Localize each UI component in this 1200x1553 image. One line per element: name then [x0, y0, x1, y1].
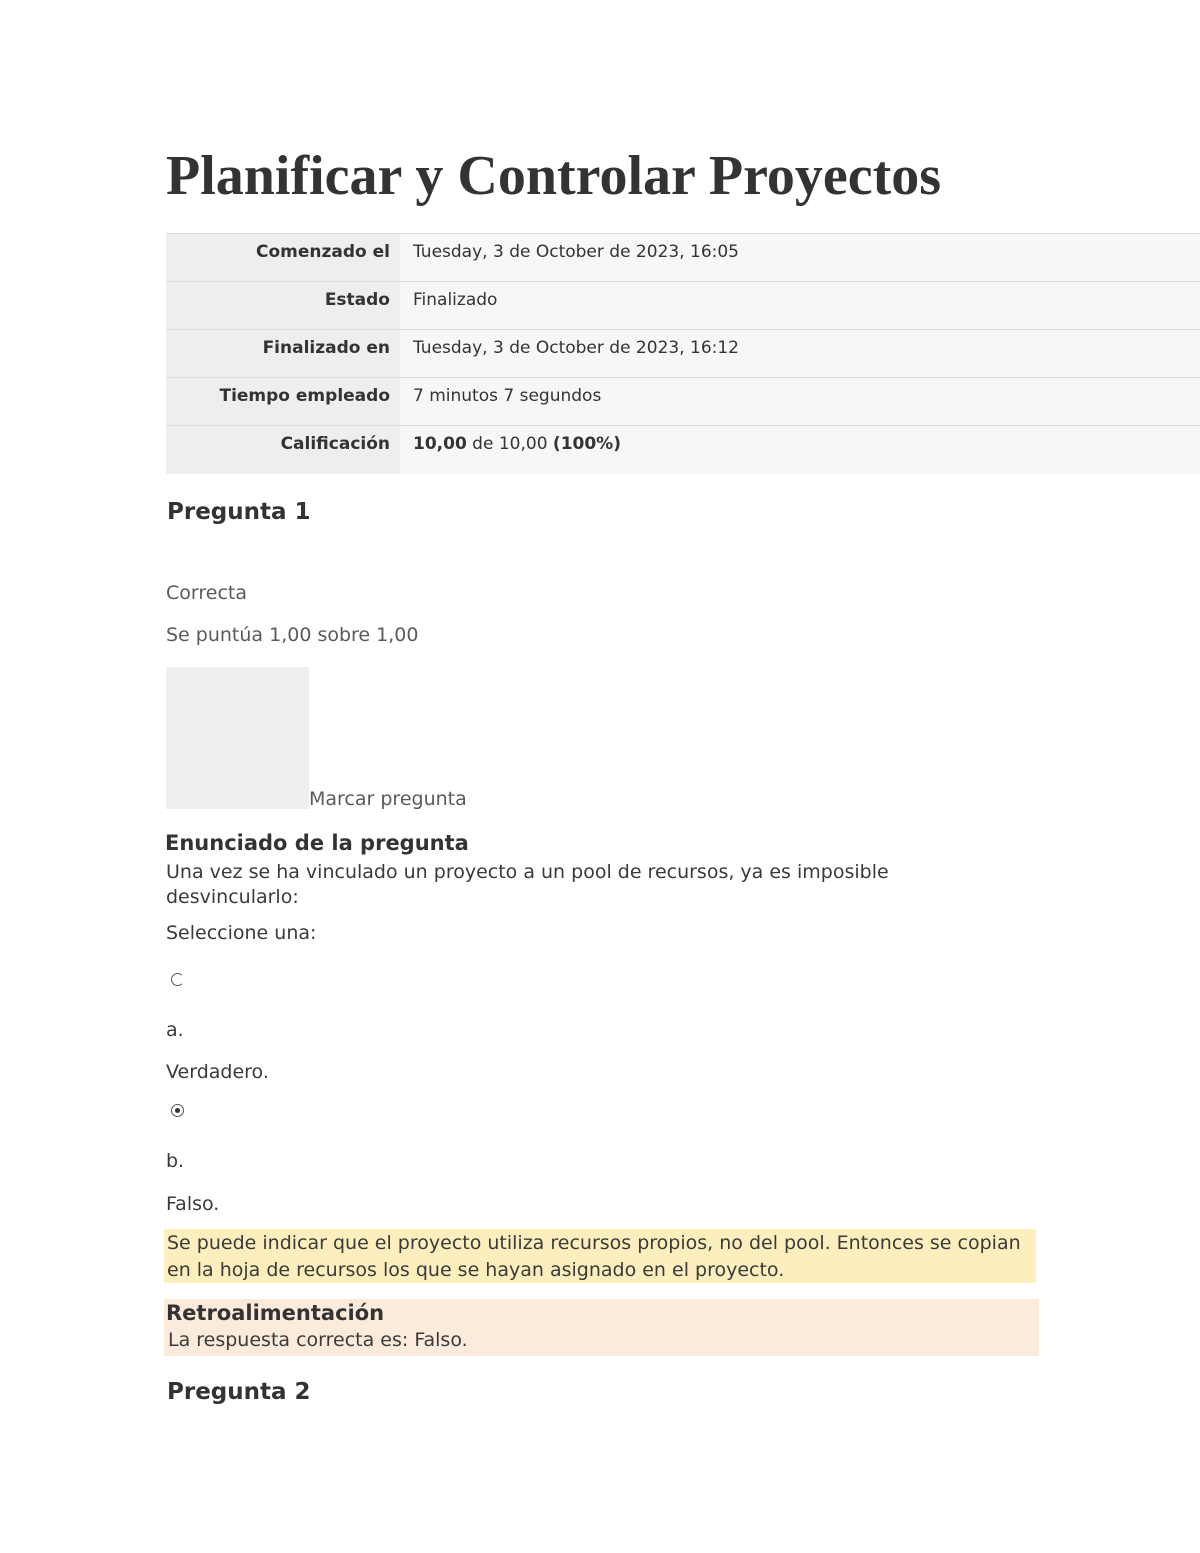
summary-value: Finalizado	[400, 282, 1200, 330]
attempt-summary-table	[166, 233, 1200, 474]
page-title: Planificar y Controlar Proyectos	[166, 145, 942, 207]
grade-percent: (100%)	[552, 434, 621, 454]
flag-icon[interactable]	[166, 667, 309, 809]
feedback-heading: Retroalimentación	[166, 1301, 385, 1325]
question-score: Se puntúa 1,00 sobre 1,00	[166, 624, 419, 646]
option-a-letter: a.	[166, 1019, 184, 1041]
summary-row-grade	[166, 426, 1200, 474]
option-b-letter: b.	[166, 1150, 185, 1172]
correct-answer-text: La respuesta correcta es: Falso.	[168, 1329, 468, 1351]
grade-obtained: 10,00	[413, 434, 467, 454]
summary-value: Tuesday, 3 de October de 2023, 16:12	[400, 330, 1200, 378]
summary-value: 7 minutos 7 segundos	[400, 378, 1200, 426]
summary-label: Calificación	[166, 426, 400, 474]
summary-label: Finalizado en	[166, 330, 400, 378]
option-a-radio[interactable]	[171, 973, 184, 986]
flag-question-link[interactable]: Marcar pregunta	[309, 788, 467, 810]
option-a-text[interactable]: Verdadero.	[166, 1061, 269, 1083]
option-b-radio[interactable]	[171, 1104, 184, 1117]
summary-row-state	[166, 282, 1200, 330]
option-b-text[interactable]: Falso.	[166, 1193, 220, 1215]
summary-label: Tiempo empleado	[166, 378, 400, 426]
summary-label: Estado	[166, 282, 400, 330]
specific-feedback: Se puede indicar que el proyecto utiliza recursos propios, no del pool. Entonces se copian en la hoja de recursos los que se hayan asignado en el proyecto.	[164, 1229, 1036, 1283]
summary-row-started	[166, 234, 1200, 282]
grade-max: de 10,00	[466, 434, 553, 454]
summary-value: Tuesday, 3 de October de 2023, 16:05	[400, 234, 1200, 282]
question-2-heading: Pregunta 2	[167, 1379, 311, 1405]
summary-row-time-taken	[166, 378, 1200, 426]
question-1-heading: Pregunta 1	[167, 499, 311, 525]
question-state: Correcta	[166, 582, 247, 604]
radio-selected-dot	[175, 1108, 180, 1113]
question-stem: Una vez se ha vinculado un proyecto a un pool de recursos, ya es imposible desvincularlo:	[166, 861, 889, 908]
summary-row-finished	[166, 330, 1200, 378]
select-one-prompt: Seleccione una:	[166, 922, 317, 944]
general-feedback	[164, 1299, 1039, 1356]
summary-label: Comenzado el	[166, 234, 400, 282]
question-stem-heading: Enunciado de la pregunta	[165, 831, 469, 855]
grade-value	[400, 426, 1200, 474]
